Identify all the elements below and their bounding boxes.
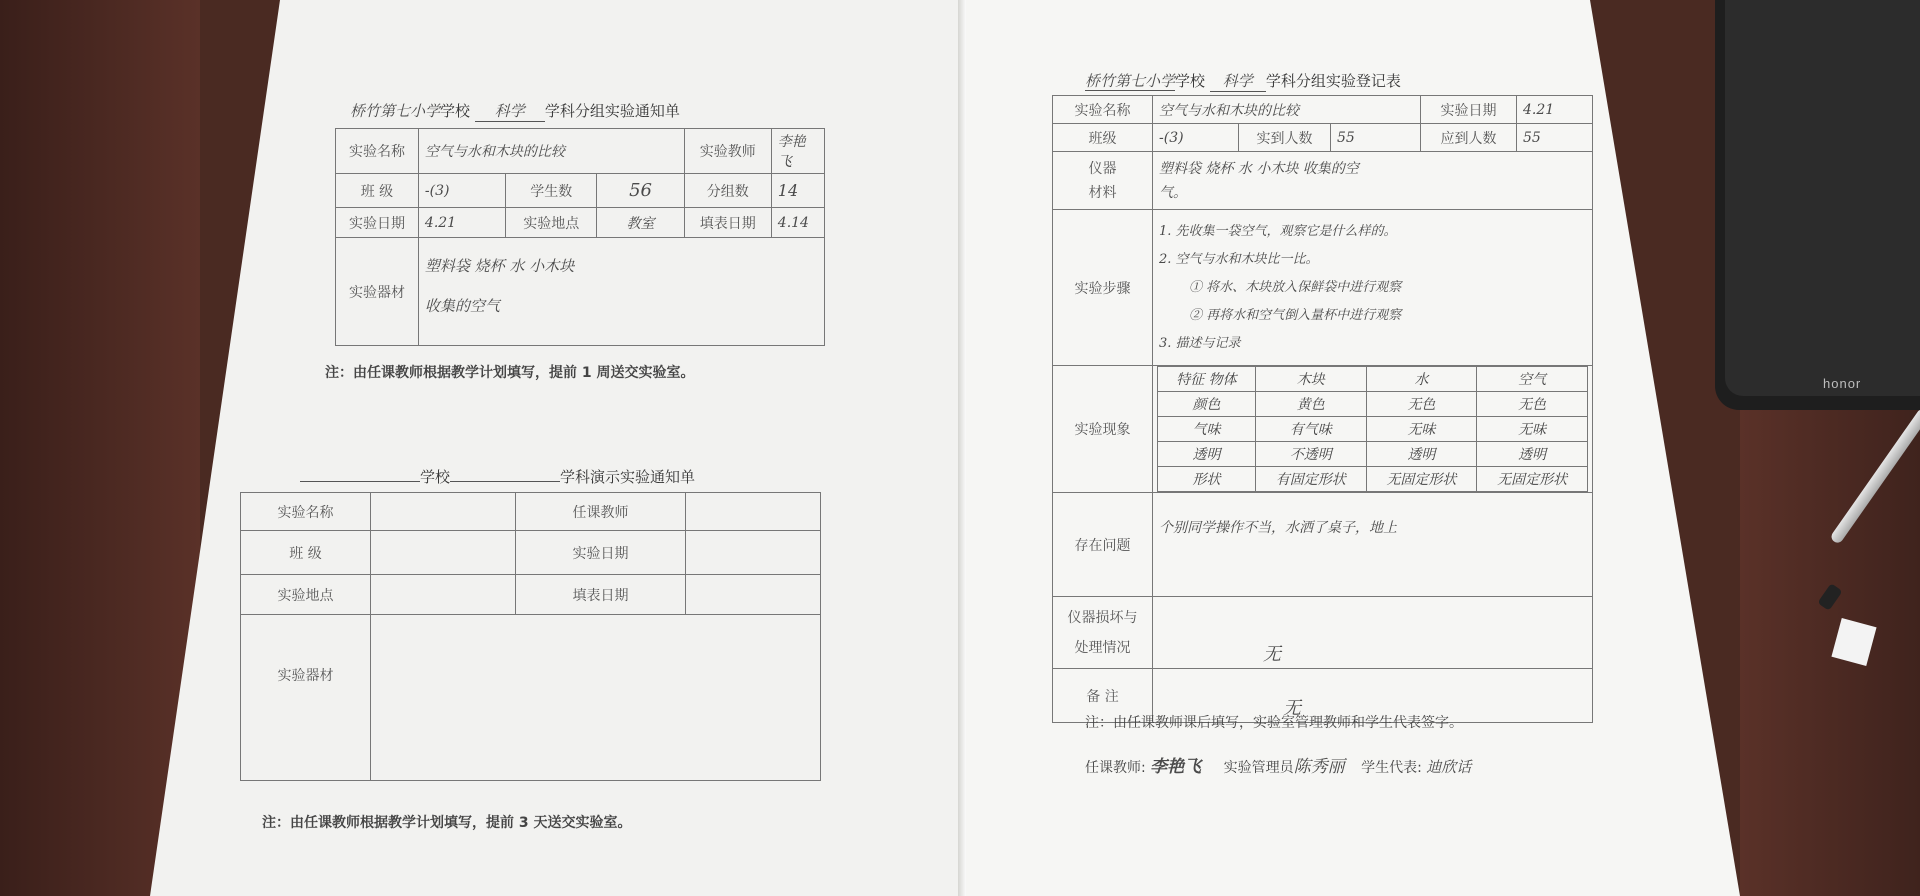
equipment-line-1: 塑料袋 烧杯 水 小木块 (424, 257, 575, 275)
demo-value-teacher (686, 493, 821, 531)
demo-label-place: 实验地点 (241, 575, 371, 615)
demo-value-fill-date (686, 575, 821, 615)
record-value-date: 4.21 (1517, 96, 1593, 124)
value-groups: 14 (771, 174, 824, 208)
record-value-phenomena (1153, 366, 1593, 493)
label-experiment-name: 实验名称 (336, 129, 419, 174)
demo-label-equipment: 实验器材 (241, 615, 371, 781)
record-title-suffix: 学科分组实验登记表 (1265, 72, 1401, 90)
phenomena-cell: 不透明 (1255, 442, 1366, 467)
phenomena-row (1158, 392, 1588, 417)
value-teacher: 李艳飞 (771, 129, 824, 174)
phenomena-cell: 空气 (1477, 367, 1588, 392)
phenomena-cell: 形状 (1158, 467, 1256, 492)
record-value-steps (1153, 210, 1593, 366)
label-teacher: 实验教师 (684, 129, 771, 174)
phenomena-cell: 透明 (1477, 442, 1588, 467)
phenomena-cell: 特征 物体 (1158, 367, 1256, 392)
demo-notice-title (300, 466, 695, 487)
phenomena-row (1158, 467, 1588, 492)
step-2a: ① 将水、木块放入保鲜袋中进行观察 (1189, 279, 1402, 295)
demo-label-fill-date: 填表日期 (516, 575, 686, 615)
group-notice-subject: 科学 (475, 100, 545, 122)
signature-student-label: 学生代表: (1361, 760, 1422, 776)
phenomena-cell: 无固定形状 (1366, 467, 1477, 492)
record-label-class: 班级 (1053, 124, 1153, 152)
record-label-instrument-2: 材料 (1088, 184, 1117, 201)
record-label-damage-2: 处理情况 (1074, 639, 1131, 656)
demo-notice-table (240, 492, 821, 781)
demo-value-class (371, 531, 516, 575)
label-equipment: 实验器材 (336, 238, 419, 346)
step-2b: ② 再将水和空气倒入量杯中进行观察 (1189, 307, 1402, 323)
phenomena-row (1158, 442, 1588, 467)
demo-value-equipment (371, 615, 821, 781)
label-fill-date: 填表日期 (684, 208, 771, 238)
equipment-line-2: 收集的空气 (424, 297, 500, 315)
signature-manager-label: 实验管理员 (1223, 760, 1294, 776)
label-students: 学生数 (506, 174, 597, 208)
phone-screen (1725, 0, 1920, 396)
record-instrument-line-1: 塑料袋 烧杯 水 小木块 收集的空 (1159, 160, 1359, 177)
phenomena-cell: 黄色 (1255, 392, 1366, 417)
phenomena-cell: 颜色 (1158, 392, 1256, 417)
demo-label-experiment-name: 实验名称 (241, 493, 371, 531)
group-notice-school-suffix: 学校 (440, 102, 471, 120)
phenomena-cell: 木块 (1255, 367, 1366, 392)
phenomena-row (1158, 367, 1588, 392)
phenomena-cell: 无味 (1477, 417, 1588, 442)
group-notice-title-suffix: 学科分组实验通知单 (544, 102, 680, 120)
signature-teacher-label: 任课教师: (1085, 760, 1146, 776)
label-place: 实验地点 (506, 208, 597, 238)
group-notice-title (350, 100, 680, 122)
record-value-remarks: 无 (1153, 669, 1593, 723)
record-label-instrument-1: 仪器 (1088, 160, 1117, 177)
phenomena-cell: 透明 (1158, 442, 1256, 467)
signature-student: 迪欣话 (1426, 758, 1472, 776)
record-label-damage-1: 仪器损坏与 (1067, 609, 1138, 626)
value-equipment (418, 238, 824, 346)
value-place: 教室 (597, 208, 684, 238)
phone-brand-label: honor (1823, 376, 1862, 391)
phenomena-cell: 无色 (1477, 392, 1588, 417)
record-label-instrument (1053, 152, 1153, 210)
record-value-problems: 个别同学操作不当，水洒了桌子，地上 (1153, 493, 1593, 597)
record-value-class: -(3) (1153, 124, 1239, 152)
phenomena-cell: 气味 (1158, 417, 1256, 442)
value-class: -(3) (418, 174, 505, 208)
group-notice-school: 桥竹第七小学 (350, 102, 441, 120)
value-experiment-name: 空气与水和木块的比较 (418, 129, 684, 174)
phenomena-cell: 有固定形状 (1255, 467, 1366, 492)
phenomena-cell: 无色 (1366, 392, 1477, 417)
demo-label-teacher: 任课教师 (516, 493, 686, 531)
value-students: 56 (597, 174, 684, 208)
record-table (1052, 95, 1593, 723)
value-date: 4.21 (418, 208, 505, 238)
group-notice-note: 注：由任课教师根据教学计划填写，提前 1 周送交实验室。 (325, 365, 695, 381)
label-date: 实验日期 (336, 208, 419, 238)
label-groups: 分组数 (684, 174, 771, 208)
signature-manager: 陈秀丽 (1293, 757, 1345, 777)
record-value-instrument (1153, 152, 1593, 210)
record-label-steps: 实验步骤 (1053, 210, 1153, 366)
record-label-remarks: 备 注 (1053, 669, 1153, 723)
record-value-expected: 55 (1517, 124, 1593, 152)
record-value-damage: 无 (1153, 597, 1593, 669)
page-fold (958, 0, 966, 896)
signature-line (1085, 752, 1471, 777)
step-1: 1. 先收集一袋空气，观察它是什么样的。 (1159, 223, 1397, 239)
demo-value-experiment-name (371, 493, 516, 531)
record-label-expected: 应到人数 (1421, 124, 1517, 152)
phenomena-row (1158, 417, 1588, 442)
demo-value-place (371, 575, 516, 615)
record-label-phenomena: 实验现象 (1053, 366, 1153, 493)
record-label-experiment-name: 实验名称 (1053, 96, 1153, 124)
record-instrument-line-2: 气。 (1159, 184, 1187, 201)
record-school: 桥竹第七小学 (1085, 72, 1176, 90)
demo-value-date (686, 531, 821, 575)
phenomena-table (1157, 366, 1588, 492)
record-label-actual: 实到人数 (1239, 124, 1331, 152)
record-school-suffix: 学校 (1175, 72, 1206, 90)
signature-teacher: 李艳飞 (1150, 757, 1202, 777)
demo-notice-school-suffix: 学校 (420, 468, 451, 486)
label-class: 班 级 (336, 174, 419, 208)
step-3: 3. 描述与记录 (1159, 335, 1241, 351)
demo-label-date: 实验日期 (516, 531, 686, 575)
record-label-problems: 存在问题 (1053, 493, 1153, 597)
value-fill-date: 4.14 (771, 208, 824, 238)
smartphone (1715, 0, 1920, 410)
demo-notice-note: 注：由任课教师根据教学计划填写，提前 3 天送交实验室。 (262, 815, 632, 831)
group-notice-table (335, 128, 825, 346)
record-note: 注：由任课教师课后填写，实验室管理教师和学生代表签字。 (1085, 715, 1463, 731)
record-label-date: 实验日期 (1421, 96, 1517, 124)
step-2: 2. 空气与水和木块比一比。 (1159, 251, 1319, 267)
phenomena-cell: 透明 (1366, 442, 1477, 467)
record-value-experiment-name: 空气与水和木块的比较 (1153, 96, 1421, 124)
phenomena-cell: 无味 (1366, 417, 1477, 442)
record-subject: 科学 (1210, 70, 1266, 92)
phenomena-cell: 无固定形状 (1477, 467, 1588, 492)
record-title (1085, 70, 1401, 92)
demo-label-class: 班 级 (241, 531, 371, 575)
record-value-actual: 55 (1331, 124, 1421, 152)
phenomena-cell: 水 (1366, 367, 1477, 392)
phenomena-cell: 有气味 (1255, 417, 1366, 442)
demo-notice-title-suffix: 学科演示实验通知单 (560, 468, 696, 486)
record-label-damage (1053, 597, 1153, 669)
